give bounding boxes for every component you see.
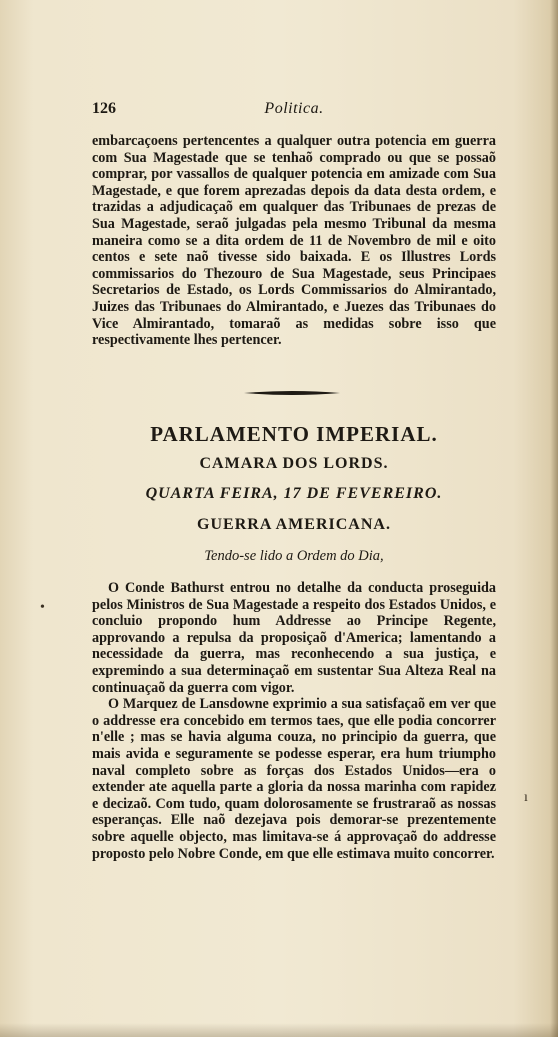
running-head: Politica. — [264, 100, 324, 117]
paragraph-bathurst: O Conde Bathurst entrou no detalhe da conducta proseguida pelos Ministros de Sua Magestade a respeito dos Estados Unidos, e concluio propondo hum Addresse ao Principe Regente, approvando a repulsa da proposiçaõ d'America; lamentando a necessidade da guerra, mas reconhecendo a sua justiça, e expremindo a sua determinaçaõ em sustentar Sua Alteza Real na continuaçaõ da guerra com vigor. — [92, 580, 496, 696]
margin-tick-mark: ı — [524, 790, 528, 805]
opening-paragraph-block — [92, 133, 496, 349]
topic-heading: GUERRA AMERICANA. — [197, 516, 391, 533]
page-bottom-shadow — [0, 1023, 558, 1037]
paragraph-continuation: embarcaçoens pertencentes a qualquer outra potencia em guerra com Sua Magestade que se tenhaõ comprado ou que se possaõ comprar, por vassallos de qualquer potencia em amizade com Sua Magestade, e que forem aprezadas depois da data desta ordem, e trazidas a adjudicaçaõ em qualquer das Tribunaes de prezas de Sua Magestade, seraõ julgadas pela mesmo Tribunal da mesma maneira como se a dita ordem de 11 de Novembro de mil e oito centos e sete naõ tivesse sido baixada. E os Illustres Lords commissarios do Thezouro de Sua Magestade, seus Principaes Secretarios de Estado, os Lords Commissarios do Almirantado, Juizes das Tribunaes do Almirantado, e Juezes das Tribunaes do Vice Almirantado, tomaraõ as medidas sobre isso que respectivamente lhes pertencer. — [92, 133, 496, 349]
order-of-day-line: Tendo-se lido a Ordem do Dia, — [204, 548, 384, 564]
page-header — [92, 100, 496, 124]
debate-text-block — [92, 580, 496, 862]
section-divider-ornament — [244, 390, 340, 396]
chamber-heading: CAMARA DOS LORDS. — [199, 455, 389, 472]
date-heading: QUARTA FEIRA, 17 DE FEVEREIRO. — [145, 485, 443, 502]
page-number: 126 — [92, 100, 116, 117]
section-title: PARLAMENTO IMPERIAL. — [150, 422, 438, 446]
page-edge-shadow — [550, 0, 558, 1037]
margin-dot-mark: • — [40, 600, 45, 615]
paragraph-lansdowne: O Marquez de Lansdowne exprimio a sua satisfaçaõ em ver que o addresse era concebido em termos taes, que elle podia concorrer n'elle ; mas se havia alguma couza, no principio da guerra, que mais avida e seguramente se podesse esperar, era hum triumpho naval completo sobre as forças dos Estados Unidos—era o extender ate aquella parte a gloria da nossa marinha com rapidez e decizaõ. Com tudo, quam dolorosamente se frustraraõ as nossas esperanças. Elle naõ dezejava pois demorar-se prezentemente sobre aquelle objecto, mas limitava-se á approvaçaõ do addresse proposto pelo Nobre Conde, em que elle estimava muito concorrer. — [92, 696, 496, 862]
